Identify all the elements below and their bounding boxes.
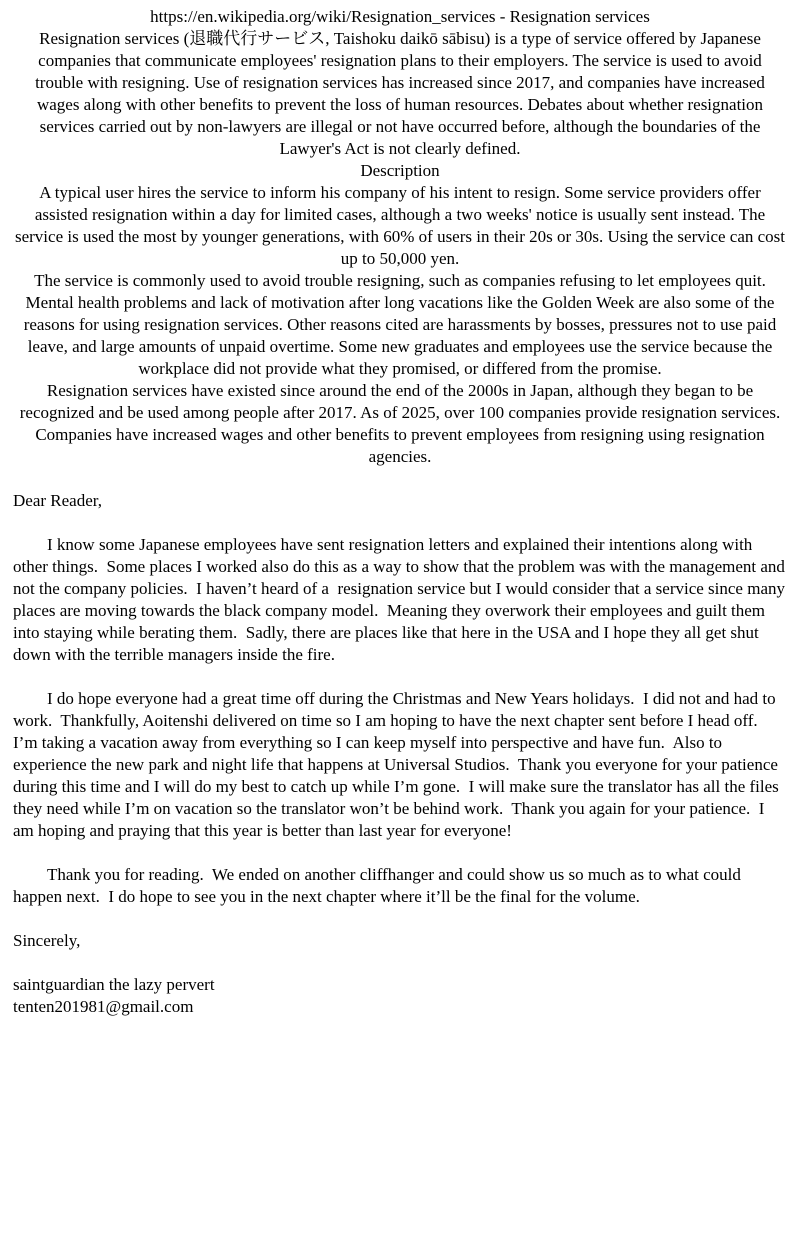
wiki-excerpt-section [13, 6, 787, 468]
letter-paragraph-resignation-thoughts: I know some Japanese employees have sent resignation letters and explained their intentions along with other things. Some places I worked also do this as a way to show that the problem was with the management and not the company policies. I haven’t heard of a resignation service but I would consider that a service since many places are moving towards the black company model. Meaning they overwork their employees and guilt them into staying while berating them. Sadly, there are places like that here in the USA and I hope they all get shut down with the terrible managers inside the fire. [13, 535, 790, 664]
translator-letter-section [13, 490, 790, 1018]
description-heading: Description [360, 161, 440, 180]
signature-name: saintguardian the lazy pervert [13, 975, 215, 994]
letter-salutation: Dear Reader, [13, 491, 102, 510]
letter-paragraph-thanks-for-reading: Thank you for reading. We ended on another cliffhanger and could show us so much as to what could happen next. I do hope to see you in the next chapter where it’ll be the final for the volume. [13, 865, 746, 906]
letter-paragraph-holidays-vacation: I do hope everyone had a great time off during the Christmas and New Years holidays. I did not and had to work. Thankfully, Aoitenshi delivered on time so I am hoping to have the next chapter sent before I head off. I’m taking a vacation away from everything so I can keep myself into perspective and have fun. Also to experience the new park and night life that happens at Universal Studios. Thank you everyone for your patience during this time and I will do my best to catch up while I’m gone. I will make sure the translator has all the files they need while I’m on vacation so the translator won’t be behind work. Thank you again for your patience. I am hoping and praying that this year is better than last year for everyone! [13, 689, 784, 840]
letter-closing: Sincerely, [13, 931, 81, 950]
source-url-line: https://en.wikipedia.org/wiki/Resignation_services - Resignation services [150, 7, 650, 26]
signature-block [13, 974, 787, 1018]
wiki-paragraph-common-use: The service is commonly used to avoid trouble resigning, such as companies refusing to let employees quit. Mental health problems and lack of motivation after long vacations like the Golden Week are also some of the reasons for using resignation services. Other reasons cited are harassments by bosses, pressures not to use paid leave, and large amounts of unpaid overtime. Some new graduates and employees use the service because the workplace did not provide what they promised, or differed from the promise. [23, 271, 777, 378]
wiki-paragraph-history: Resignation services have existed since around the end of the 2000s in Japan, although they began to be recognized and be used among people after 2017. As of 2025, over 100 companies provide resignation services. Companies have increased wages and other benefits to prevent employees from resigning using resignation agencies. [19, 381, 781, 466]
wiki-paragraph-typical-user: A typical user hires the service to inform his company of his intent to resign. Some service providers offer assisted resignation within a day for limited cases, although a two weeks' notice is usually sent instead. The service is used the most by younger generations, with 60% of users in their 20s or 30s. Using the service can cost up to 50,000 yen. [14, 183, 786, 268]
signature-email: tenten201981@gmail.com [13, 997, 194, 1016]
wiki-intro-paragraph: Resignation services (退職代行サービス, Taishoku daikō sābisu) is a type of service offered by Japanese companies that communicate employees' resignation plans to their employers. The service is used to avoid trouble with resigning. Use of resignation services has increased since 2017, and companies have increased wages along with other benefits to prevent the loss of human resources. Debates about whether resignation services carried out by non-lawyers are illegal or not have occurred before, although the boundaries of the Lawyer's Act is not clearly defined. [35, 29, 765, 158]
